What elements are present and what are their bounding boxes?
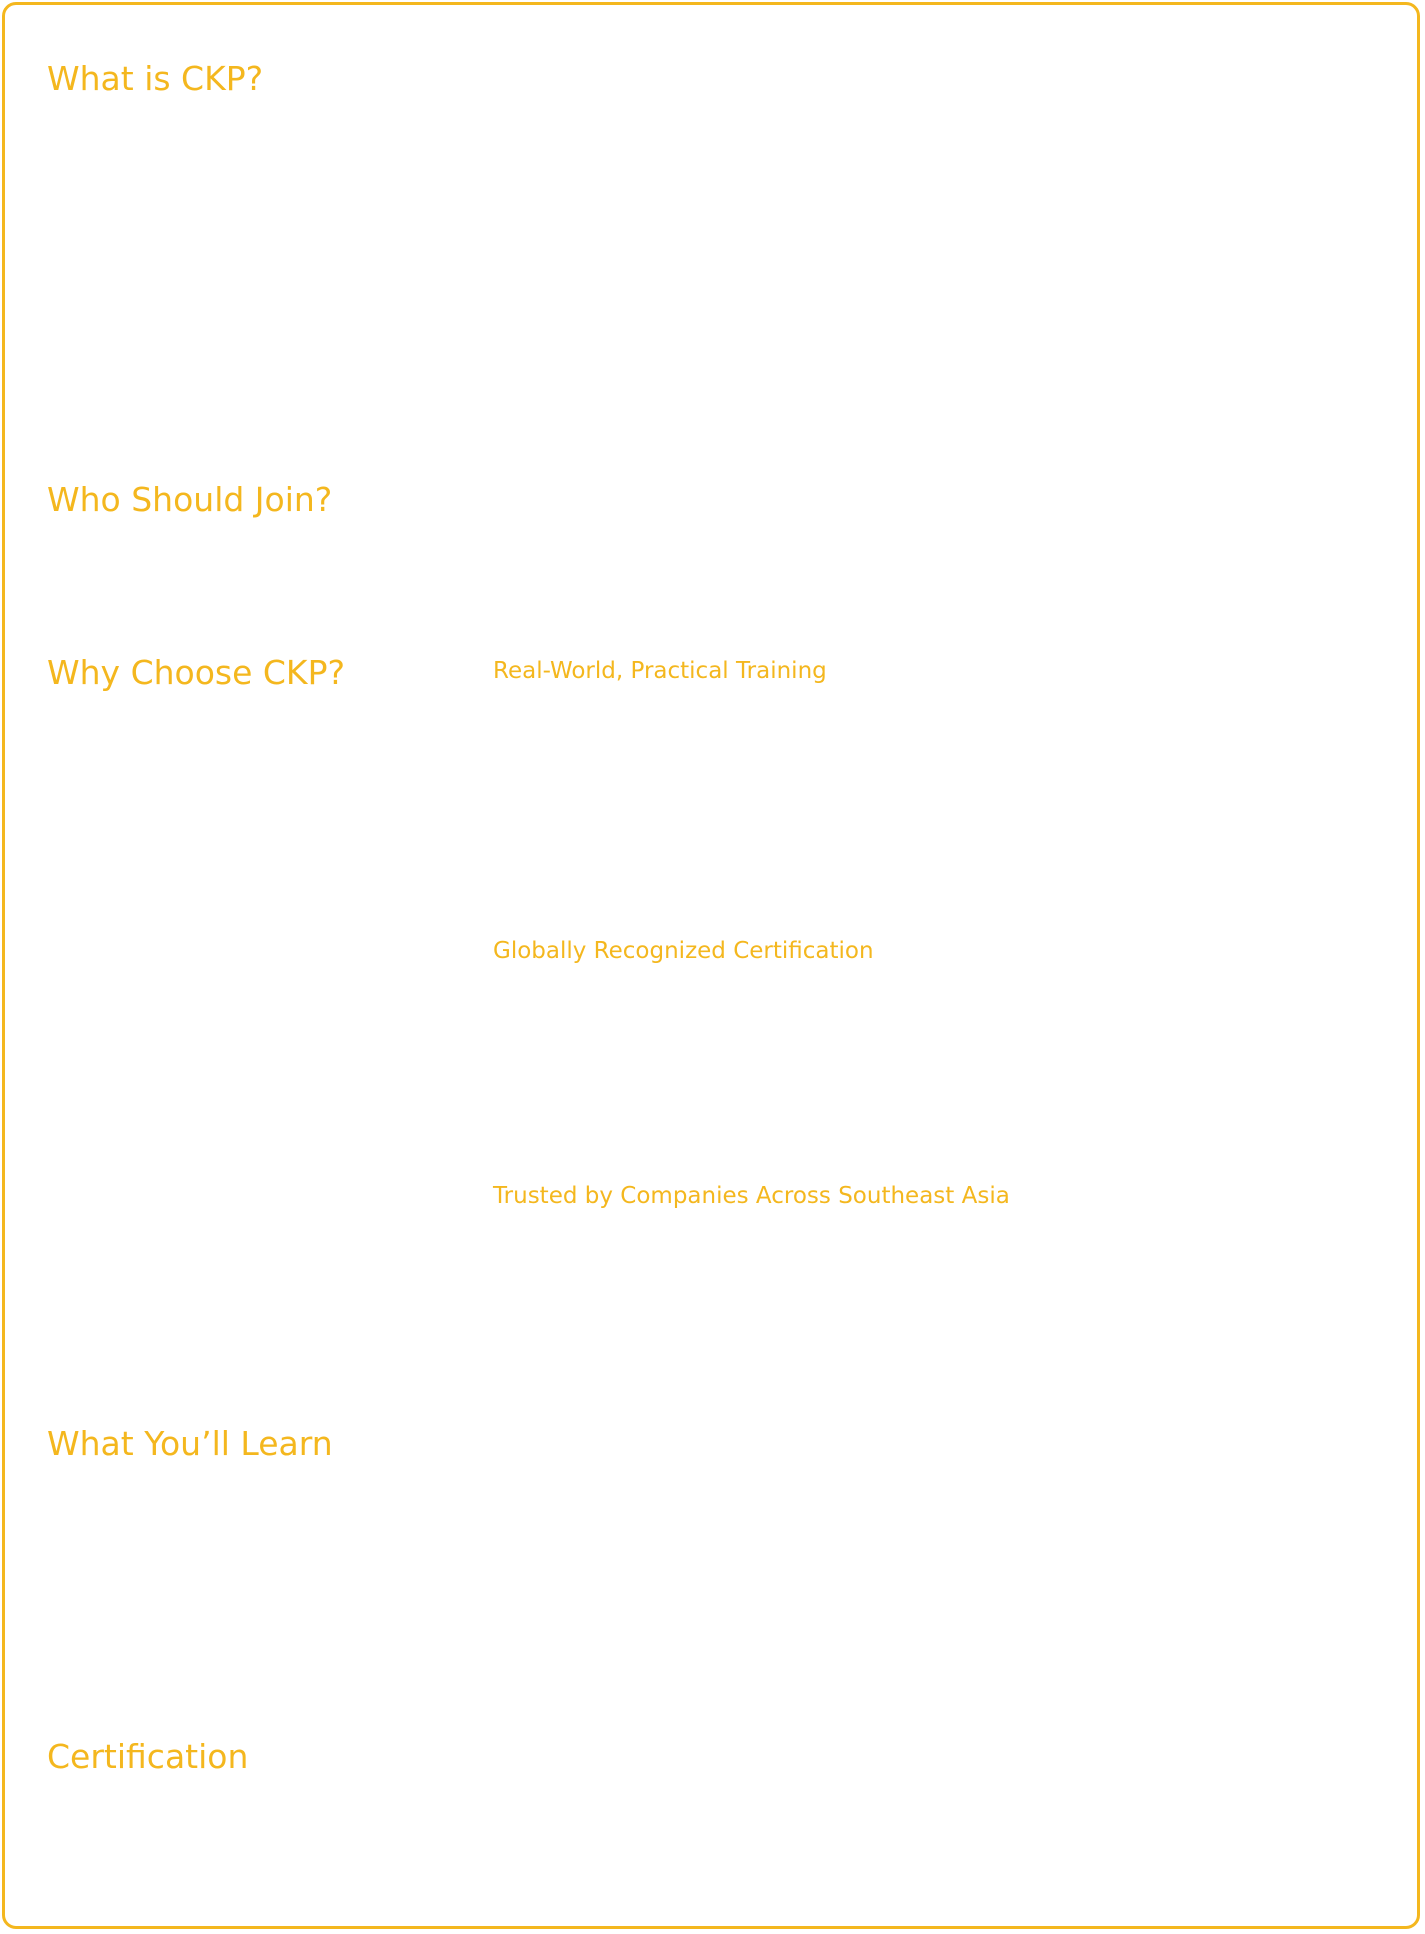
- section-title-who-should-join: Who Should Join?: [47, 480, 333, 519]
- section-title-why-choose: Why Choose CKP?: [47, 653, 345, 692]
- section-title-what-youll-learn: What You’ll Learn: [47, 1424, 333, 1463]
- why-choose-point-trusted: Trusted by Companies Across Southeast Asia: [493, 1183, 1010, 1209]
- content-card: [2, 2, 1420, 1929]
- why-choose-point-practical-training: Real-World, Practical Training: [493, 658, 827, 684]
- section-title-certification: Certification: [47, 1737, 249, 1776]
- section-title-what-is: What is CKP?: [47, 59, 264, 98]
- why-choose-point-certification: Globally Recognized Certification: [493, 938, 874, 964]
